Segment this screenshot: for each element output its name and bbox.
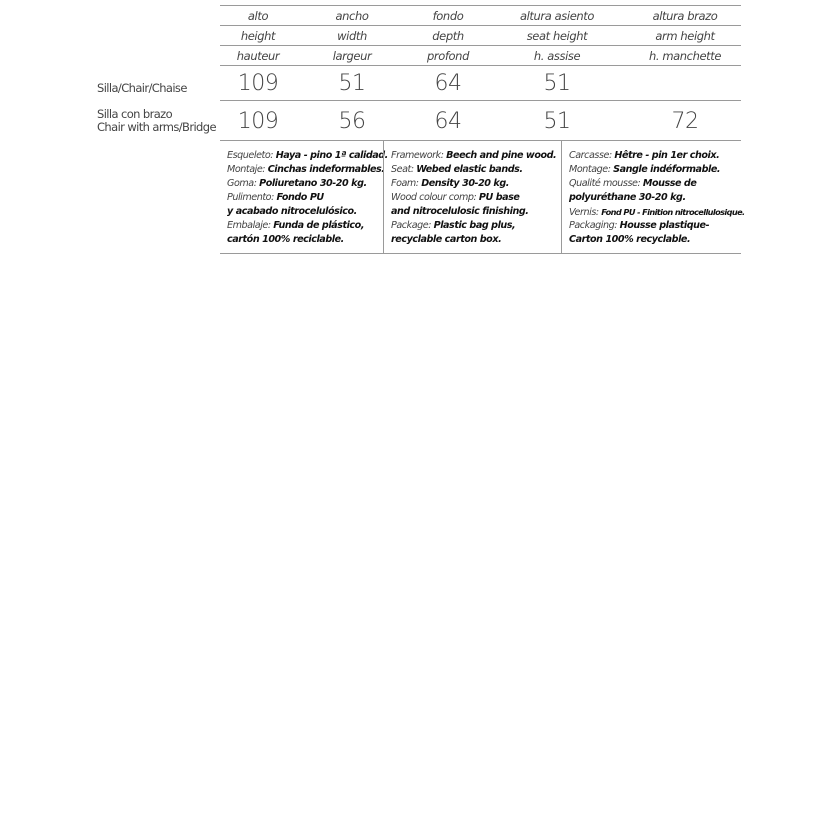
spec-key: Foam: [391, 178, 419, 189]
spec-value: Poliuretano 30-20 kg. [259, 178, 367, 189]
spec-key: Packaging: [569, 220, 618, 231]
spec-value: Beech and pine wood. [446, 150, 557, 161]
spec-key: Vernis: [569, 207, 599, 218]
divider [220, 100, 741, 101]
spec-value: polyuréthane 30-20 kg. [569, 192, 686, 203]
spec-value: Sangle indéformable. [613, 164, 721, 175]
spec-line [569, 205, 745, 219]
header-cell: arm height [655, 29, 715, 43]
header-cell: profond [427, 49, 469, 63]
header-cell: seat height [526, 29, 588, 43]
dimension-value: 109 [237, 109, 279, 134]
dimension-value [630, 67, 740, 101]
spec-value: PU base [478, 192, 520, 203]
dimension-value: 56 [338, 109, 366, 134]
row-label-line: Chair with arms/Bridge [97, 120, 216, 134]
spec-value: Funda de plástico, [273, 220, 365, 231]
spec-value: y acabado nitrocelulósico. [227, 206, 357, 217]
header-cell: hauteur [236, 49, 280, 63]
spec-line [391, 149, 556, 163]
dimension-value: 51 [338, 71, 366, 96]
divider [220, 140, 741, 141]
column-separator [561, 141, 562, 253]
spec-key: Montaje: [227, 164, 266, 175]
dimension-row-armchair [220, 105, 741, 139]
spec-line [569, 219, 745, 233]
spec-line [391, 233, 556, 247]
spec-line [569, 163, 745, 177]
column-separator [383, 141, 384, 253]
spec-line [227, 149, 388, 163]
spec-value: Plastic bag plus, [433, 220, 516, 231]
dimension-value: 72 [671, 109, 699, 134]
header-row-english [220, 25, 741, 46]
header-row-spanish [220, 5, 741, 26]
header-row-french [220, 45, 741, 66]
dimension-value: 109 [237, 71, 279, 96]
row-label-chair [97, 82, 187, 95]
specs-french [569, 149, 745, 261]
spec-line [391, 205, 556, 219]
specs-spanish [227, 149, 388, 261]
row-label-line: Silla/Chair/Chaise [97, 81, 187, 95]
divider [220, 253, 741, 254]
header-cell: largeur [332, 49, 372, 63]
spec-line [391, 163, 556, 177]
spec-value: Housse plastique- [619, 220, 710, 231]
spec-line [391, 219, 556, 233]
spec-value: Density 30-20 kg. [421, 178, 509, 189]
spec-value: Webed elastic bands. [416, 164, 523, 175]
spec-line [227, 205, 388, 219]
header-cell: altura asiento [519, 9, 594, 23]
spec-key: Seat: [391, 164, 414, 175]
divider [220, 65, 741, 66]
spec-key: Esqueleto: [227, 150, 274, 161]
header-cell: height [240, 29, 276, 43]
row-label-armchair [97, 108, 216, 134]
spec-value: Fondo PU [276, 192, 324, 203]
spec-key: Qualité mousse: [569, 178, 641, 189]
spec-key: Embalaje: [227, 220, 271, 231]
header-cell: fondo [432, 9, 464, 23]
header-cell: depth [432, 29, 464, 43]
spec-value: and nitrocelulosic finishing. [391, 206, 529, 217]
dimension-value: 64 [434, 71, 462, 96]
spec-value: Haya - pino 1ª calidad. [275, 150, 388, 161]
spec-line [391, 191, 556, 205]
dimension-value: 51 [543, 109, 571, 134]
header-cell: alto [247, 9, 269, 23]
header-cell: h. manchette [648, 49, 722, 63]
spec-key: Wood colour comp: [391, 192, 477, 203]
dimension-row-chair [220, 67, 741, 101]
header-cell: altura brazo [652, 9, 718, 23]
specs-english [391, 149, 556, 261]
spec-value: Hêtre - pin 1er choix. [614, 150, 720, 161]
spec-key: Montage: [569, 164, 611, 175]
spec-key: Framework: [391, 150, 444, 161]
spec-value: Carton 100% recyclable. [569, 234, 691, 245]
spec-key: Goma: [227, 178, 257, 189]
spec-key: Carcasse: [569, 150, 612, 161]
spec-key: Package: [391, 220, 431, 231]
spec-line [227, 177, 388, 191]
spec-line [227, 163, 388, 177]
spec-line [569, 177, 745, 191]
spec-line [569, 149, 745, 163]
header-cell: ancho [335, 9, 369, 23]
spec-value: cartón 100% reciclable. [227, 234, 344, 245]
row-label-line: Silla con brazo [97, 107, 173, 121]
spec-value: Cinchas indeformables. [267, 164, 385, 175]
spec-line [391, 177, 556, 191]
dimension-value: 51 [543, 71, 571, 96]
spec-line [227, 191, 388, 205]
spec-line [569, 233, 745, 247]
dimension-value: 64 [434, 109, 462, 134]
spec-value: Mousse de [642, 178, 697, 189]
header-cell: h. assise [533, 49, 581, 63]
spec-value: recyclable carton box. [391, 234, 502, 245]
spec-line [227, 233, 388, 247]
spec-key: Pulimento: [227, 192, 274, 203]
spec-value: Fond PU - Finition nitrocellulosique. [601, 207, 745, 217]
spec-line [569, 191, 745, 205]
spec-line [227, 219, 388, 233]
header-cell: width [337, 29, 367, 43]
